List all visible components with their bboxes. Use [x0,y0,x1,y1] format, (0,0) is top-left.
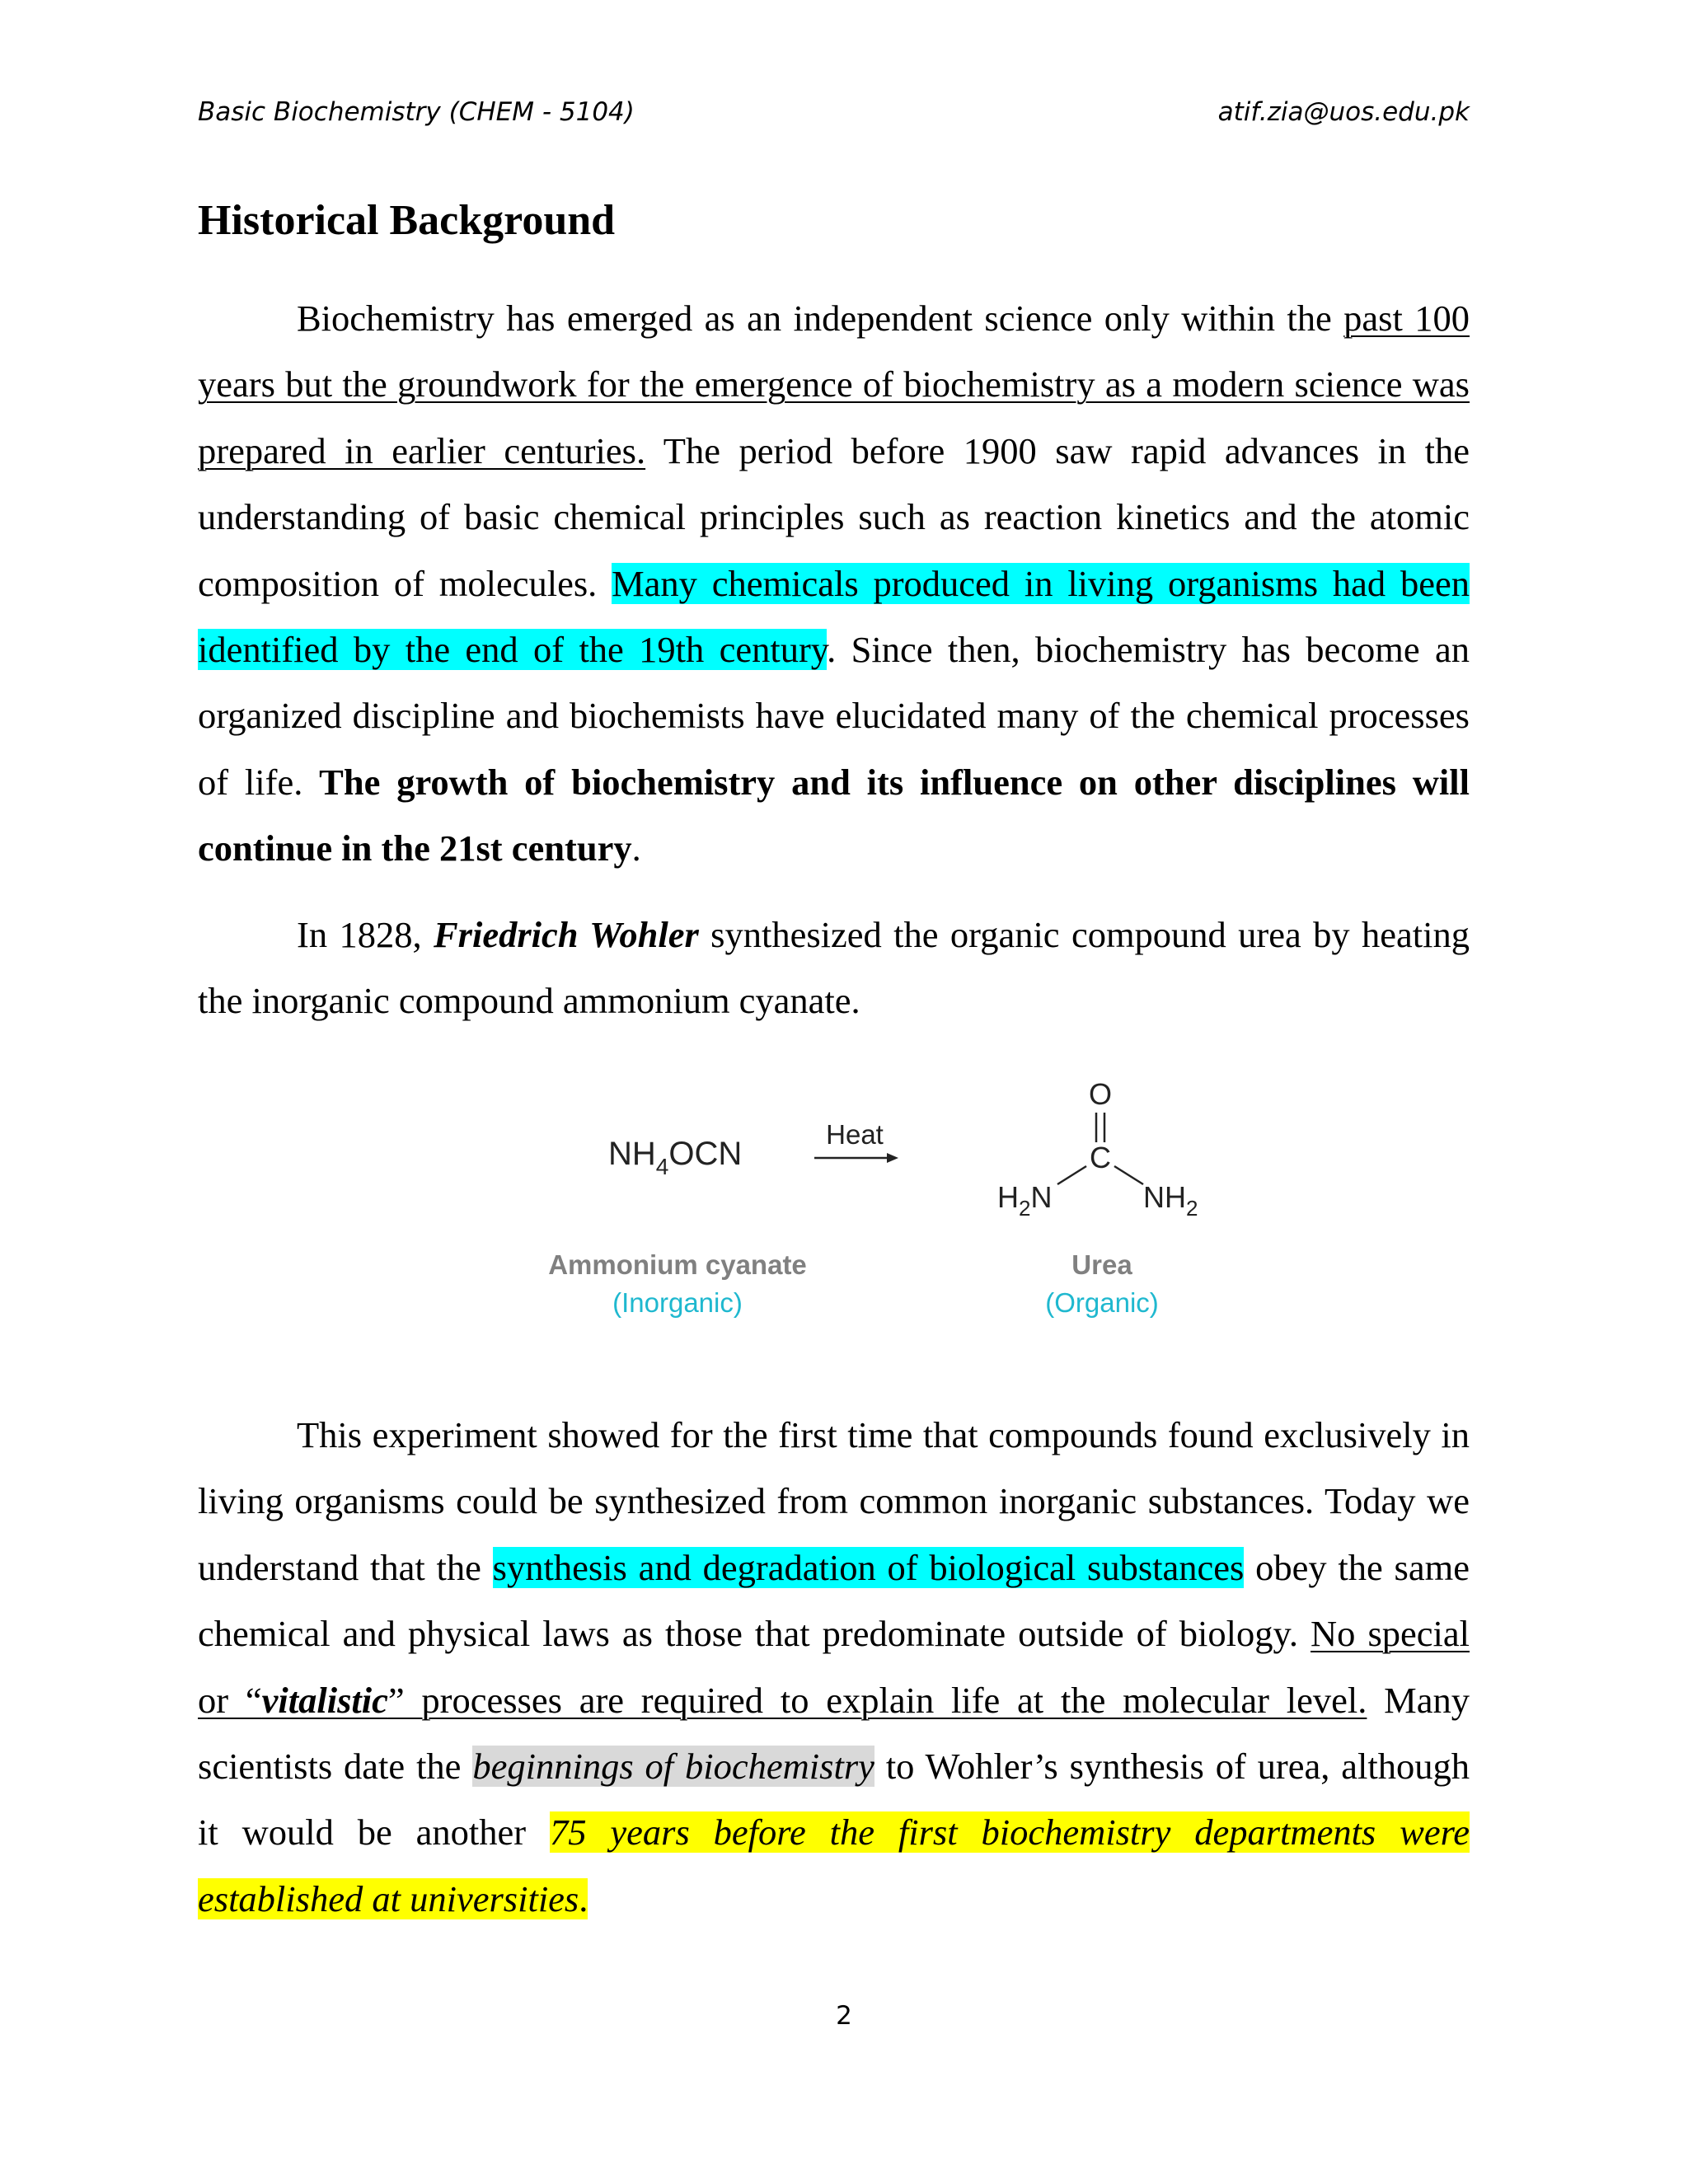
course-title: Basic Biochemistry (CHEM - 5104) [198,97,635,127]
amine-group-right: $NH_2$ [1143,1180,1198,1221]
reactant-name: Ammonium cyanate [548,1249,807,1280]
text-span: This experiment showed for the first time that compounds found exclusively in living organisms could be synthesized from common inorganic substances. Today we understand that the [198,1414,1470,1588]
text-span: Biochemistry has emerged as an independent science only within the [297,298,1344,339]
amine-group-left: $H_2N$ [997,1180,1053,1221]
paragraph-intro [198,285,1470,882]
highlighted-period: . [579,1877,588,1919]
single-bond-line [1114,1166,1143,1184]
urea-synthesis-reaction-figure [495,1063,1236,1343]
text-span: The period before 1900 saw rapid advances in the understanding of basic chemical principles such as reaction kinetics and the atomic composition of molecules. [198,429,1470,604]
vitalistic-term: vitalistic [261,1679,388,1721]
text-span: In 1828, [297,914,434,955]
highlighted-text-gray: beginnings of biochemistry [472,1746,874,1788]
text-span: Many scientists date the [198,1679,1470,1788]
product-class: (Organic) [1045,1287,1159,1318]
reaction-arrow [814,1153,898,1163]
paragraph-significance [198,1402,1470,1932]
highlighted-text: synthesis and degradation of biological substances [492,1546,1245,1588]
product-name: Urea [1071,1249,1132,1280]
text-span: . Since then, biochemistry has become an organized discipline and biochemists have elucidated many of the chemical processes of life. [198,629,1470,803]
highlighted-text-yellow: 75 years before the first biochemistry departments were established at universities [198,1811,1470,1919]
paragraph-wohler [198,902,1470,1034]
underlined-text: No special or “vitalistic” processes are required to explain life at the molecular level. [198,1613,1470,1721]
underlined-text: past 100 years but the groundwork for the emergence of biochemistry as a modern science was prepared in earlier centuries. [198,298,1470,471]
highlighted-text: Many chemicals produced in living organisms had been identified by the end of the 19th century [198,562,1470,671]
author-email: atif.zia@uos.edu.pk [1217,97,1470,127]
text-span: synthesized the organic compound urea by heating the inorganic compound ammonium cyanate. [198,914,1470,1022]
page-header [198,97,1470,127]
bold-text: The growth of biochemistry and its influence on other disciplines will continue in the 21st century [198,761,1470,869]
reactant-formula: $NH_4OCN$ [608,1136,743,1179]
single-bond-line [1057,1166,1086,1184]
carbon-atom: C [1090,1141,1111,1174]
scientist-name: Friedrich Wohler [433,914,699,955]
text-span: . [631,827,641,869]
arrow-label: Heat [826,1119,884,1150]
reactant-class: (Inorganic) [612,1287,743,1318]
text-span: obey the same chemical and physical laws as those that predominate outside of biology. [198,1546,1470,1655]
page-number: 2 [836,2001,852,2031]
section-title: Historical Background [198,197,616,244]
oxygen-atom: O [1088,1077,1113,1111]
text-span: to Wohler’s synthesis of urea, although it would be another [198,1746,1470,1854]
